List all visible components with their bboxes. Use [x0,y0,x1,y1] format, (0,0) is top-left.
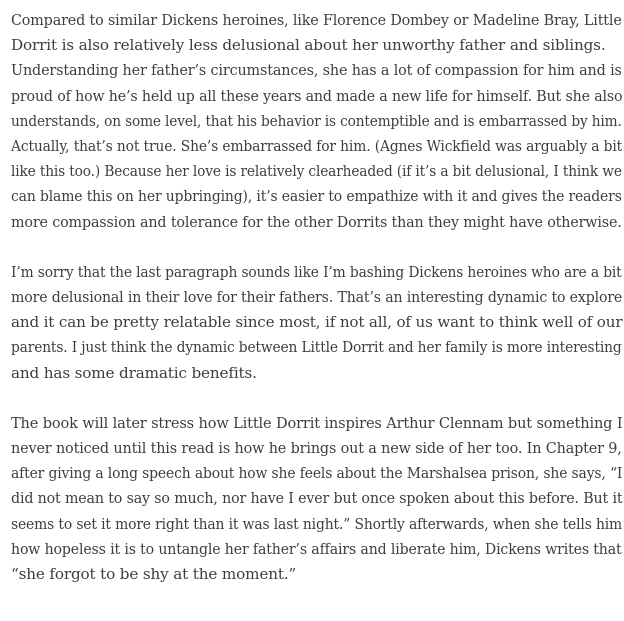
text-line: like this too.) Because her love is relatively clearheaded (if it’s a bit delusional, I think we [11,162,622,181]
text-line: never noticed until this read is how he brings out a new side of her too. In Chapter 9, [11,439,622,458]
text-line: Understanding her father’s circumstances, she has a lot of compassion for him and is [11,61,622,80]
text-line: did not mean to say so much, nor have I ever but once spoken about this before. But it [11,489,623,508]
text-line: parents. I just think the dynamic between Little Dorrit and her family is more interesting [11,338,622,357]
paragraph-1 [11,8,621,235]
text-line: understands, on some level, that his behavior is contemptible and is embarrassed by him. [11,111,622,130]
text-line: I’m sorry that the last paragraph sounds like I’m bashing Dickens heroines who are a bit [11,262,622,281]
text-line: Compared to similar Dickens heroines, like Florence Dombey or Madeline Bray, Little [11,11,622,29]
text-line: can blame this on her upbringing), it’s easier to empathize with it and gives the readers [11,187,622,206]
text-line: after giving a long speech about how she feels about the Marshalsea prison, she says, “I [11,464,623,483]
paragraph-2 [11,260,621,386]
text-line: more compassion and tolerance for the other Dorrits than they might have otherwise. [11,212,622,231]
text-line: “she forgot to be shy at the moment.” [11,565,297,584]
article-body [11,8,621,612]
paragraph-3 [11,411,621,587]
text-line: and has some dramatic benefits. [11,363,257,382]
text-line: The book will later stress how Little Dorrit inspires Arthur Clennam but something I [11,413,623,432]
text-line: and it can be pretty relatable since most, if not all, of us want to think well of our [11,313,623,332]
text-line: proud of how he’s held up all these years and made a new life for himself. But she also [11,86,623,105]
text-line: Dorrit is also relatively less delusional about her unworthy father and siblings. [11,36,606,55]
text-line: how hopeless it is to untangle her father’s affairs and liberate him, Dickens writes that [11,539,622,558]
text-line: seems to set it more right than it was last night.” Shortly afterwards, when she tells him [11,514,623,533]
text-line: more delusional in their love for their fathers. That’s an interesting dynamic to explore [11,288,623,307]
text-line: Actually, that’s not true. She’s embarrassed for him. (Agnes Wickfield was arguably a bit [11,137,623,156]
